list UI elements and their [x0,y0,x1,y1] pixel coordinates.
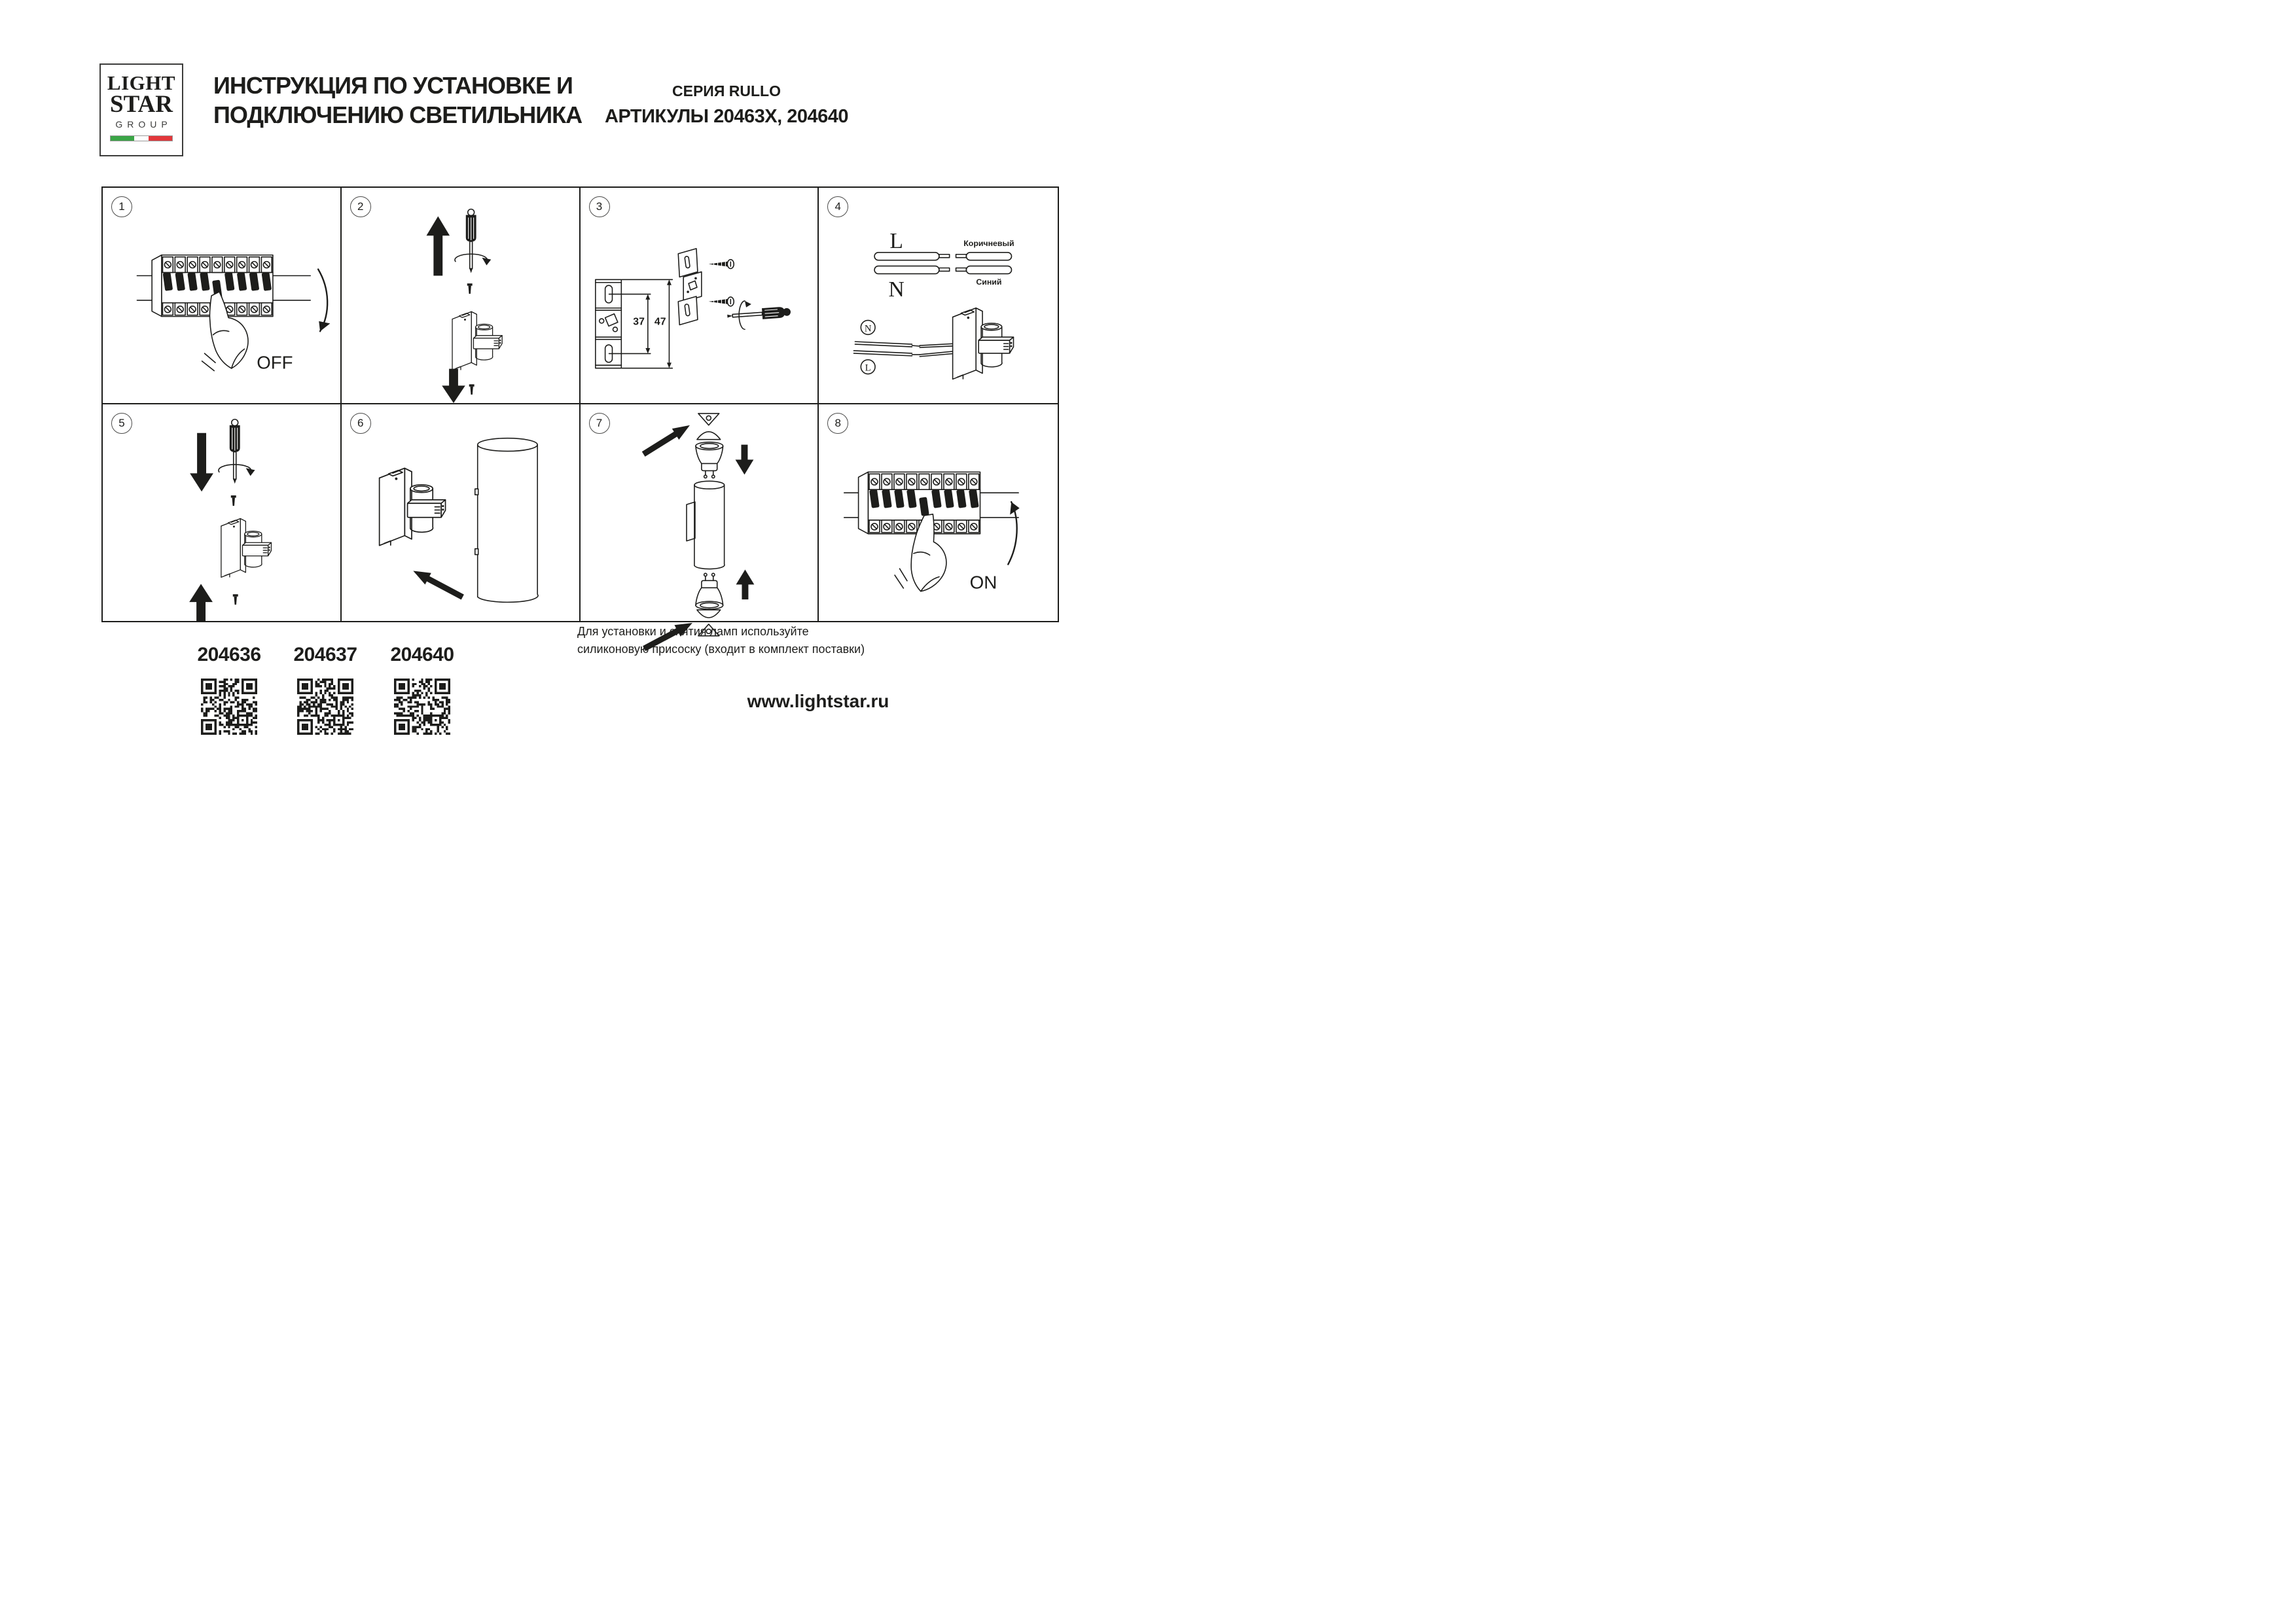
page-title-line2: ПОДКЛЮЧЕНИЮ СВЕТИЛЬНИКА [213,101,583,128]
wall-fixture-icon [379,468,445,546]
wall-fixture-icon [452,311,502,370]
suction-cup-icon [696,414,720,440]
arrow-up-icon [736,569,754,599]
article-number: 204637 [293,644,357,665]
screw-icon [708,260,734,269]
step-1-badge: 1 [111,196,132,217]
lamp-replacement-note [577,623,865,658]
arrow-up-icon [426,216,450,275]
screw-icon [233,594,238,605]
neutral-wire-label: N [888,277,905,302]
cylinder-shade-icon [686,481,724,569]
page-title [213,71,582,130]
brown-wire-label: Коричневый [963,238,1014,248]
steps-grid [101,186,1059,622]
note-line1: Для установки и снятия ламп используйте [577,625,809,638]
screwdriver-icon [455,209,491,274]
step-5-panel [103,404,342,621]
off-label: OFF [257,352,293,373]
step-6-badge: 6 [350,413,371,434]
step-3-badge: 3 [589,196,610,217]
wire-live-pair [874,253,1011,260]
blue-wire-label: Синий [976,277,1002,287]
live-wire-label: L [889,228,904,253]
wall-fixture-icon [953,308,1014,380]
step-3-illustration [581,188,818,403]
step-6-panel [342,404,581,621]
cylinder-shade-icon [475,438,537,603]
step-4-panel [819,188,1058,404]
mounting-plate-front-icon [595,279,621,368]
article-number: 204636 [197,644,261,665]
product-204640 [370,644,475,739]
step-8-panel [819,404,1058,621]
step-8-illustration [819,404,1058,621]
screw-icon [708,297,734,306]
step-4-badge: 4 [827,196,848,217]
assembly-arrow-icon [410,565,465,603]
insert-arrow-top-icon [639,419,692,459]
logo-light-text: LIGHT [107,71,176,94]
rotate-up-arrow-icon [1007,500,1021,564]
italian-flag-icon [110,135,173,141]
screw-icon [467,283,472,294]
product-204637 [273,644,378,739]
installation-instruction-sheet [0,0,1148,812]
lamp-gu10-icon [695,573,723,609]
step-8-badge: 8 [827,413,848,434]
qr-code-204640 [389,674,455,739]
step-7-badge: 7 [589,413,610,434]
mounting-bracket-icon [678,249,702,325]
step-2-panel [342,188,581,404]
lamp-gu10-icon [695,442,723,478]
lightstar-logo [99,63,183,156]
on-label: ON [969,572,997,593]
step-5-illustration [103,404,340,621]
note-line2: силиконовую присоску (входит в комплект поставки) [577,643,865,656]
step-6-illustration [342,404,579,621]
dimension-47 [622,279,672,368]
step-1-panel [103,188,342,404]
svg-text:L: L [865,362,871,374]
arrow-down-icon [735,445,753,475]
wall-fixture-icon [221,519,272,578]
screwdriver-icon [726,306,791,322]
dim-47-label: 47 [654,316,666,328]
arrow-down-icon [442,369,465,403]
step-5-badge: 5 [111,413,132,434]
step-7-panel [581,404,819,621]
screw-icon [469,384,474,395]
qr-code-204636 [196,674,262,739]
logo-group-text: GROUP [115,119,172,130]
page-title-line1: ИНСТРУКЦИЯ ПО УСТАНОВКЕ И [213,72,573,99]
header-right [576,82,877,128]
rotate-down-arrow-icon [315,269,330,334]
product-204636 [177,644,281,739]
svg-text:N: N [865,323,872,334]
series-name: СЕРИЯ RULLO [672,82,781,99]
step-2-illustration [342,188,579,403]
article-numbers-heading: АРТИКУЛЫ 20463X, 204640 [605,106,848,127]
screw-icon [231,495,236,506]
website-url: www.lightstar.ru [747,691,889,711]
arrow-up-icon [189,584,213,621]
step-3-panel [581,188,819,404]
step-1-illustration [103,188,340,403]
step-2-badge: 2 [350,196,371,217]
arrow-down-icon [190,433,213,491]
qr-code-204637 [293,674,358,739]
step-7-illustration [581,404,818,621]
neutral-terminal-badge [861,321,876,335]
screwdriver-icon [219,419,255,484]
wire-neutral-pair [874,266,1011,274]
live-terminal-badge [861,360,876,374]
step-4-illustration [819,188,1058,403]
logo-star-text: STAR [110,91,173,118]
dim-37-label: 37 [632,316,645,328]
article-number: 204640 [390,644,454,665]
